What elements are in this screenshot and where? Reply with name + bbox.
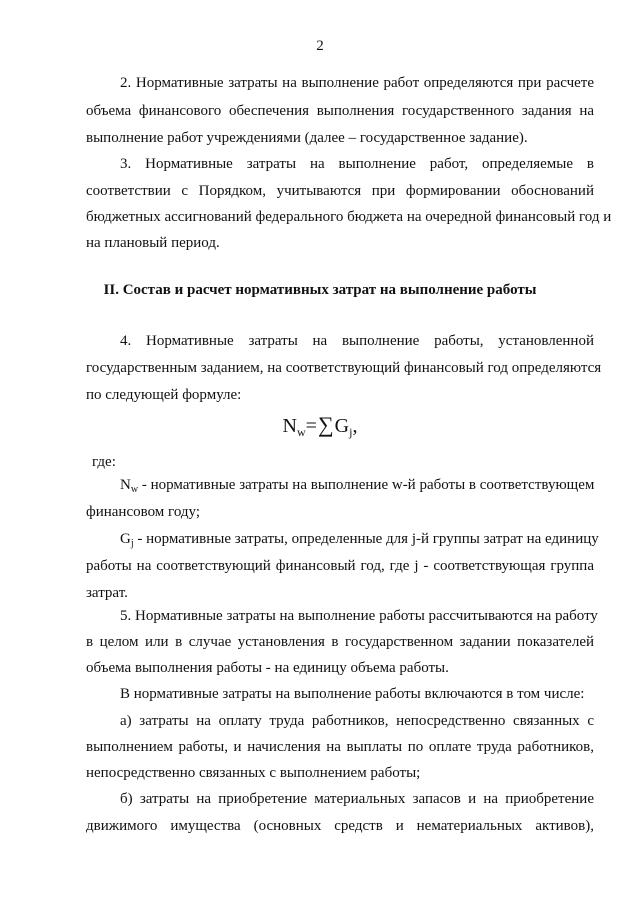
item-b-line-2: движимого имущества (основных средств и нематериальных активов), <box>86 818 594 834</box>
where-label: где: <box>92 454 116 470</box>
paragraph-3-line-1: 3. Нормативные затраты на выполнение работ, определяемые в <box>120 156 594 172</box>
paragraph-6-line-1: В нормативные затраты на выполнение работы включаются в том числе: <box>120 686 585 702</box>
paragraph-3-line-4: на плановый период. <box>86 235 220 251</box>
definition-nw-text: - нормативные затраты на выполнение w-й работы в соответствующем <box>138 477 595 493</box>
sum-symbol-icon: ∑ <box>317 412 334 437</box>
paragraph-2-line-1: 2. Нормативные затраты на выполнение работ определяются при расчете <box>120 75 594 91</box>
definition-gj-symbol: G <box>120 531 131 547</box>
paragraph-4-line-2: государственным заданием, на соответствующий финансовый год определяются <box>86 360 602 376</box>
item-a-line-2: выполнением работы, и начисления на выплаты по оплате труда работников, <box>86 739 594 755</box>
definition-gj-line-2: работы на соответствующий финансовый год, где j - соответствующая группа <box>86 558 594 574</box>
formula-lhs-subscript: w <box>297 425 306 439</box>
item-a-line-1: а) затраты на оплату труда работников, непосредственно связанных с <box>120 713 594 729</box>
definition-nw-line-2: финансовом году; <box>86 504 201 520</box>
formula-rhs-subscript: j <box>349 425 353 439</box>
paragraph-4-line-1: 4. Нормативные затраты на выполнение работы, установленной <box>120 333 594 349</box>
paragraph-2-line-2: объема финансового обеспечения выполнения государственного задания на <box>86 103 594 119</box>
formula-trail: , <box>352 415 358 437</box>
definition-gj-line-3: затрат. <box>86 585 128 601</box>
paragraph-3-line-3: бюджетных ассигнований федерального бюджета на очередной финансовый год и <box>86 209 612 225</box>
definition-gj-line-1 <box>120 529 599 554</box>
paragraph-2-line-3: выполнение работ учреждениями (далее – государственное задание). <box>86 130 528 146</box>
paragraph-5-line-3: объема выполнения работы - на единицу объема работы. <box>86 660 449 676</box>
paragraph-4-line-3: по следующей формуле: <box>86 387 242 403</box>
item-a-line-3: непосредственно связанных с выполнением работы; <box>86 765 421 781</box>
formula-lhs: N <box>282 415 297 437</box>
item-b-line-1: б) затраты на приобретение материальных запасов и на приобретение <box>120 791 594 807</box>
definition-gj-subscript: j <box>130 538 134 549</box>
paragraph-5-line-1: 5. Нормативные затраты на выполнение работы рассчитываются на работу <box>120 608 598 624</box>
formula <box>0 411 640 446</box>
formula-equals: = <box>305 415 317 437</box>
definition-nw-symbol: N <box>120 477 131 493</box>
formula-rhs: G <box>334 415 350 437</box>
definition-nw-line-1 <box>120 475 594 500</box>
paragraph-3-line-2: соответствии с Порядком, учитываются при формировании обоснований <box>86 183 594 199</box>
definition-nw-subscript: w <box>130 484 139 495</box>
page-number: 2 <box>316 38 324 54</box>
paragraph-5-line-2: в целом или в случае установления в государственном задании показателей <box>86 634 594 650</box>
section-heading: II. Состав и расчет нормативных затрат на выполнение работы <box>103 282 537 298</box>
definition-gj-text: - нормативные затраты, определенные для j-й группы затрат на единицу <box>133 531 599 547</box>
